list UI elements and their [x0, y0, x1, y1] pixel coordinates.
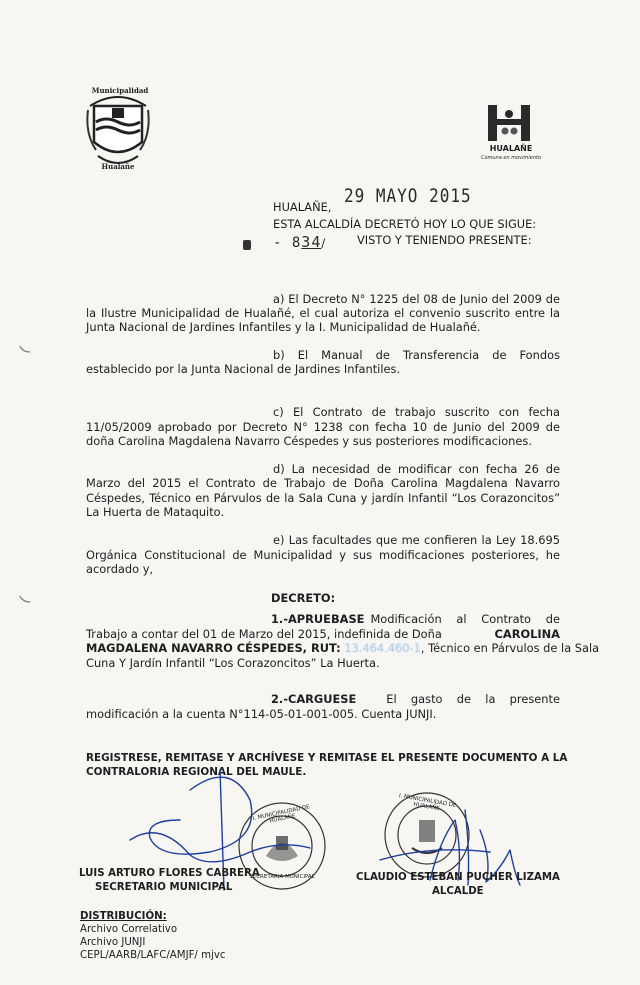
mayor-name: CLAUDIO ESTEBAN PUCHER LIZAMA	[356, 872, 560, 883]
article-1-line-4: Cuna Y Jardín Infantil “Los Corazoncitos” La Huerta.	[86, 656, 380, 670]
article-1-line-2-bold: CAROLINA	[494, 627, 560, 641]
article-2-line-2: modificación a la cuenta N°114-05-01-001-005. Cuenta JUNJI.	[86, 707, 437, 721]
municipality-logo	[84, 84, 152, 174]
considerando-b-line: establecido por la Junta Nacional de Jardines Infantiles.	[86, 362, 401, 376]
brand-h-mark	[476, 103, 546, 143]
place-line: HUALAÑE,	[273, 200, 332, 214]
visto-heading: VISTO Y TENIENDO PRESENTE:	[357, 233, 532, 247]
decreto-heading: DECRETO:	[271, 591, 336, 605]
article-1-line-3	[86, 641, 600, 656]
date-stamp: 29 MAYO 2015	[344, 184, 472, 207]
considerando-d-line: Marzo del 2015 el Contrato de Trabajo de Doña Carolina Magdalena Navarro	[86, 476, 560, 490]
secretary-name: LUIS ARTURO FLORES CABRERA	[79, 868, 260, 879]
closing-line-1: REGISTRESE, REMITASE Y ARCHÍVESE Y REMITASE EL PRESENTE DOCUMENTO A LA	[86, 752, 568, 764]
considerando-a-line: Junta Nacional de Jardines Infantiles y la I. Municipalidad de Hualañé.	[86, 320, 481, 334]
mayor-signature	[370, 790, 570, 900]
decree-number-line	[273, 232, 325, 251]
considerando-d-line: La Huerta de Mataquito.	[86, 505, 225, 519]
considerando-a-line: la Ilustre Municipalidad de Hualañé, el cual autoriza el convenio suscrito entre la	[86, 306, 560, 320]
considerando-d-line: Céspedes, Técnico en Párvulos de la Sala Cuna y jardín Infantil “Los Corazoncitos”	[86, 491, 560, 505]
considerando-c-first: c) El Contrato de trabajo suscrito con fecha	[273, 405, 560, 419]
secretary-seal-top-text: I. MUNICIPALIDAD DE HUALAÑE	[252, 804, 311, 825]
article-2-first-text: El gasto de la presente	[386, 692, 560, 706]
article-2-first-line	[271, 692, 560, 707]
secretary-seal-bottom-text: SECRETARIA MUNICIPAL	[249, 874, 315, 880]
article-1-label: 1.-APRUEBASE	[271, 612, 365, 626]
article-1-first-text: Modificación al Contrato de	[370, 612, 560, 626]
considerando-d-first: d) La necesidad de modificar con fecha 26 de	[273, 462, 560, 476]
article-2-label: 2.-CARGUESE	[271, 692, 357, 706]
considerando-e-line: Orgánica Constitucional de Municipalidad y sus modificaciones posteriores, he	[86, 548, 560, 562]
decree-number-suffix: /	[321, 236, 326, 250]
considerando-b-first: b) El Manual de Transferencia de Fondos	[273, 348, 560, 362]
binder-mark-icon: (	[16, 593, 34, 607]
distribution-heading: DISTRIBUCIÓN:	[80, 911, 167, 922]
distribution-item: CEPL/AARB/LAFC/AMJF/ mjvc	[80, 950, 226, 961]
secretary-signature	[120, 760, 320, 900]
municipality-logo-bottom-text: Hualañe	[101, 162, 135, 171]
closing-line-2: CONTRALORIA REGIONAL DEL MAULE.	[86, 766, 307, 778]
article-1-first-line	[271, 612, 560, 627]
redacted-rut: 13.464.460-1	[344, 641, 421, 655]
decree-number: 34	[301, 233, 322, 251]
article-1-line-2-text: Trabajo a contar del 01 de Marzo del 2015, indefinida de Doña	[86, 627, 442, 641]
brand-tagline: Comuna en movimiento	[480, 155, 542, 161]
article-1-line-3-text: , Técnico en Párvulos de la Sala	[420, 641, 600, 655]
municipality-logo-top-text: Municipalidad	[91, 86, 149, 95]
decree-intro-line: ESTA ALCALDÍA DECRETÓ HOY LO QUE SIGUE:	[273, 217, 537, 231]
mayor-title: ALCALDE	[432, 886, 484, 897]
secretary-title: SECRETARIO MUNICIPAL	[95, 882, 233, 893]
binder-mark-icon: (	[16, 343, 34, 357]
mayor-seal-top-text: I. MUNICIPALIDAD DE HUALAÑE	[398, 793, 457, 813]
brand-name: HUALAÑE	[489, 144, 533, 153]
margin-mark	[243, 240, 251, 250]
hualane-brand-logo	[476, 103, 546, 165]
distribution-item: Archivo JUNJI	[80, 937, 146, 948]
considerando-c-line: doña Carolina Magdalena Navarro Céspedes y sus posteriores modificaciones.	[86, 434, 532, 448]
decree-number-prefix: - 8	[273, 235, 302, 251]
considerando-e-line: acordado y,	[86, 562, 154, 576]
considerando-e-first: e) Las facultades que me confieren la Ley 18.695	[273, 533, 560, 547]
considerando-a-first: a) El Decreto N° 1225 del 08 de Junio del 2009 de	[273, 292, 560, 306]
article-1-line-2	[86, 627, 560, 642]
article-1-name-rut: MAGDALENA NAVARRO CÉSPEDES, RUT:	[86, 641, 341, 655]
distribution-item: Archivo Correlativo	[80, 924, 178, 935]
considerando-c-line: 11/05/2009 aprobado por Decreto N° 1238 con fecha 10 de Junio del 2009 de	[86, 420, 560, 434]
